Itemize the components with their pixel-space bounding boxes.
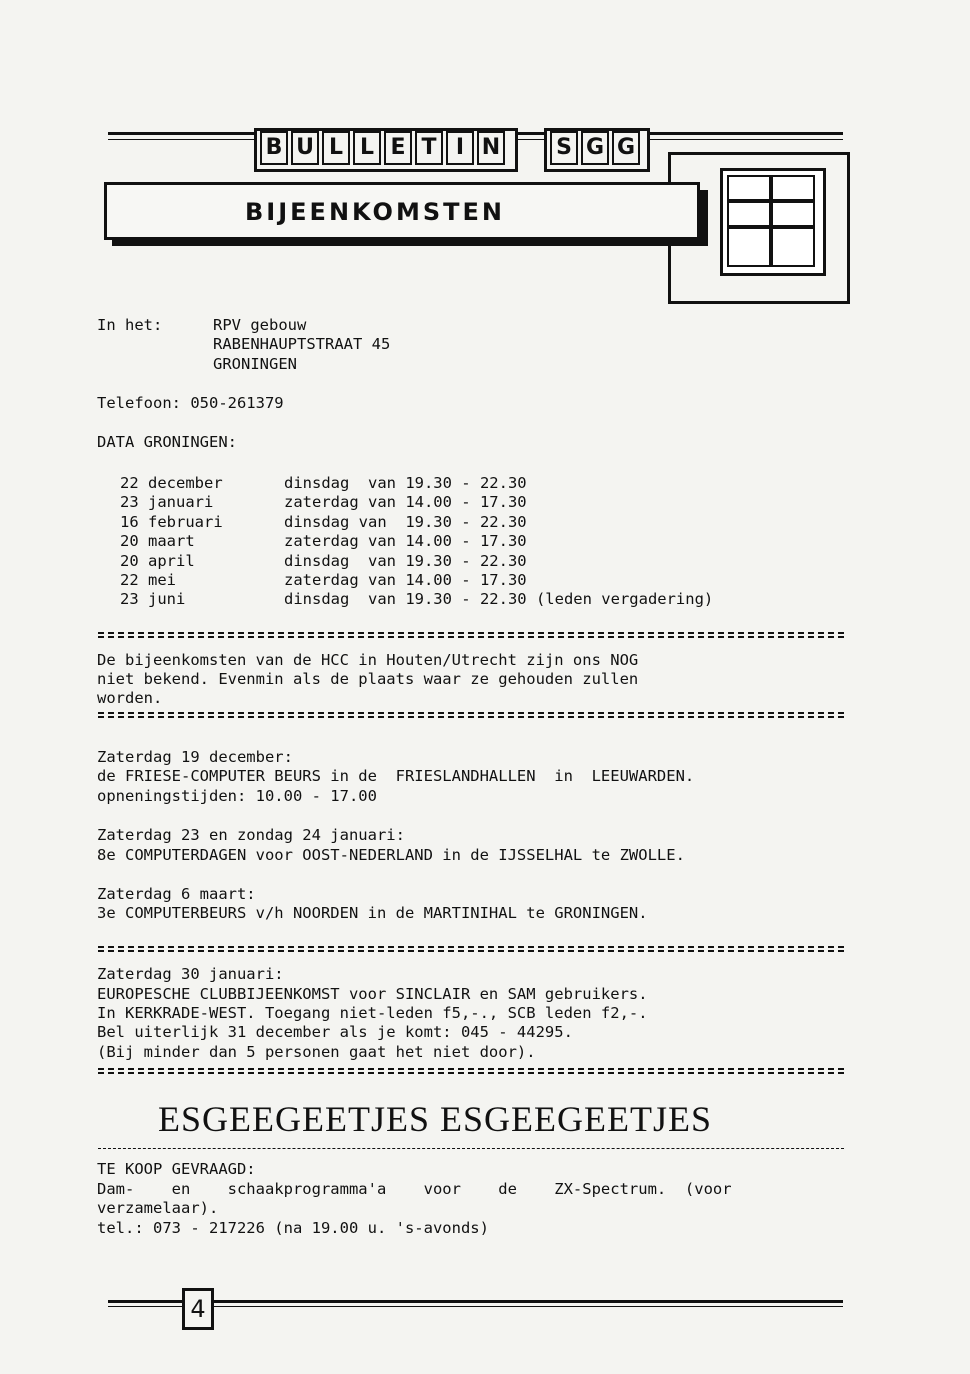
date-time: dinsdag van 19.30 - 22.30 (leden vergadering)	[284, 590, 714, 608]
footer-rule-thin	[108, 1306, 843, 1307]
hcc-note-line: niet bekend. Evenmin als de plaats waar ze gehouden zullen	[97, 670, 639, 688]
divider	[98, 1068, 844, 1070]
date-time: dinsdag van 19.30 - 22.30	[284, 552, 527, 570]
masthead-letter: E	[384, 131, 412, 165]
club-event-line: Bel uiterlijk 31 december als je komt: 045 - 44295.	[97, 1023, 573, 1041]
date-day: 23 januari	[120, 493, 214, 511]
club-event-line: Zaterdag 30 januari:	[97, 965, 284, 983]
divider	[98, 712, 844, 714]
page-number: 4	[182, 1288, 214, 1330]
location-line: GRONINGEN	[213, 355, 297, 373]
event-line: Zaterdag 19 december:	[97, 748, 293, 766]
masthead-letter: I	[446, 131, 474, 165]
date-time: zaterdag van 14.00 - 17.30	[284, 532, 527, 550]
dates-heading: DATA GRONINGEN:	[97, 433, 237, 451]
event-line: 8e COMPUTERDAGEN voor OOST-NEDERLAND in de IJSSELHAL te ZWOLLE.	[97, 846, 685, 864]
classifieds-heading: TE KOOP GEVRAAGD:	[97, 1160, 256, 1178]
classified-line: Dam- en schaakprogramma'a voor de ZX-Spectrum. (voor	[97, 1180, 732, 1198]
classifieds-title: ESGEEGEETJES ESGEEGEETJES	[158, 1099, 712, 1139]
date-day: 22 mei	[120, 571, 176, 589]
date-day: 16 februari	[120, 513, 223, 531]
event-line: Zaterdag 23 en zondag 24 januari:	[97, 826, 405, 844]
event-line: de FRIESE-COMPUTER BEURS in de FRIESLANDHALLEN in LEEUWARDEN.	[97, 767, 695, 785]
location-label: In het:	[97, 316, 163, 334]
classified-line: tel.: 073 - 217226 (na 19.00 u. 's-avonds)	[97, 1219, 489, 1237]
footer-rule	[108, 1300, 843, 1303]
date-day: 22 december	[120, 474, 223, 492]
divider	[98, 946, 844, 948]
masthead-letter: L	[353, 131, 381, 165]
event-line: opneningstijden: 10.00 - 17.00	[97, 787, 377, 805]
masthead-letter: G	[581, 131, 609, 165]
club-event-line: EUROPESCHE CLUBBIJEENKOMST voor SINCLAIR en SAM gebruikers.	[97, 985, 648, 1003]
date-day: 20 april	[120, 552, 195, 570]
divider	[98, 1148, 844, 1149]
date-time: zaterdag van 14.00 - 17.30	[284, 571, 527, 589]
window-pane	[727, 201, 771, 227]
phone: Telefoon: 050-261379	[97, 394, 284, 412]
masthead-letter: L	[322, 131, 350, 165]
masthead-letter: B	[260, 131, 288, 165]
window-pane	[771, 175, 815, 201]
date-time: dinsdag van 19.30 - 22.30	[284, 513, 527, 531]
masthead-letter: S	[550, 131, 578, 165]
club-event-line: (Bij minder dan 5 personen gaat het niet door).	[97, 1043, 536, 1061]
classified-line: verzamelaar).	[97, 1199, 219, 1217]
masthead-letter: N	[477, 131, 505, 165]
section-title: BIJEENKOMSTEN	[245, 198, 505, 226]
club-event-line: In KERKRADE-WEST. Toegang niet-leden f5,-., SCB leden f2,-.	[97, 1004, 648, 1022]
hcc-note-line: De bijeenkomsten van de HCC in Houten/Utrecht zijn ons NOG	[97, 651, 639, 669]
event-line: 3e COMPUTERBEURS v/h NOORDEN in de MARTINIHAL te GRONINGEN.	[97, 904, 648, 922]
location-line: RPV gebouw	[213, 316, 307, 334]
window-pane	[727, 175, 771, 201]
date-time: dinsdag van 19.30 - 22.30	[284, 474, 527, 492]
hcc-note-line: worden.	[97, 689, 163, 707]
window-pane	[771, 227, 815, 267]
date-day: 23 juni	[120, 590, 186, 608]
masthead-letter: T	[415, 131, 443, 165]
event-line: Zaterdag 6 maart:	[97, 885, 256, 903]
divider	[98, 632, 844, 634]
window-illustration	[720, 168, 826, 276]
date-time: zaterdag van 14.00 - 17.30	[284, 493, 527, 511]
window-pane	[771, 201, 815, 227]
masthead-letter: U	[291, 131, 319, 165]
window-pane	[727, 227, 771, 267]
location-line: RABENHAUPTSTRAAT 45	[213, 335, 391, 353]
date-day: 20 maart	[120, 532, 195, 550]
masthead-letter: G	[612, 131, 640, 165]
